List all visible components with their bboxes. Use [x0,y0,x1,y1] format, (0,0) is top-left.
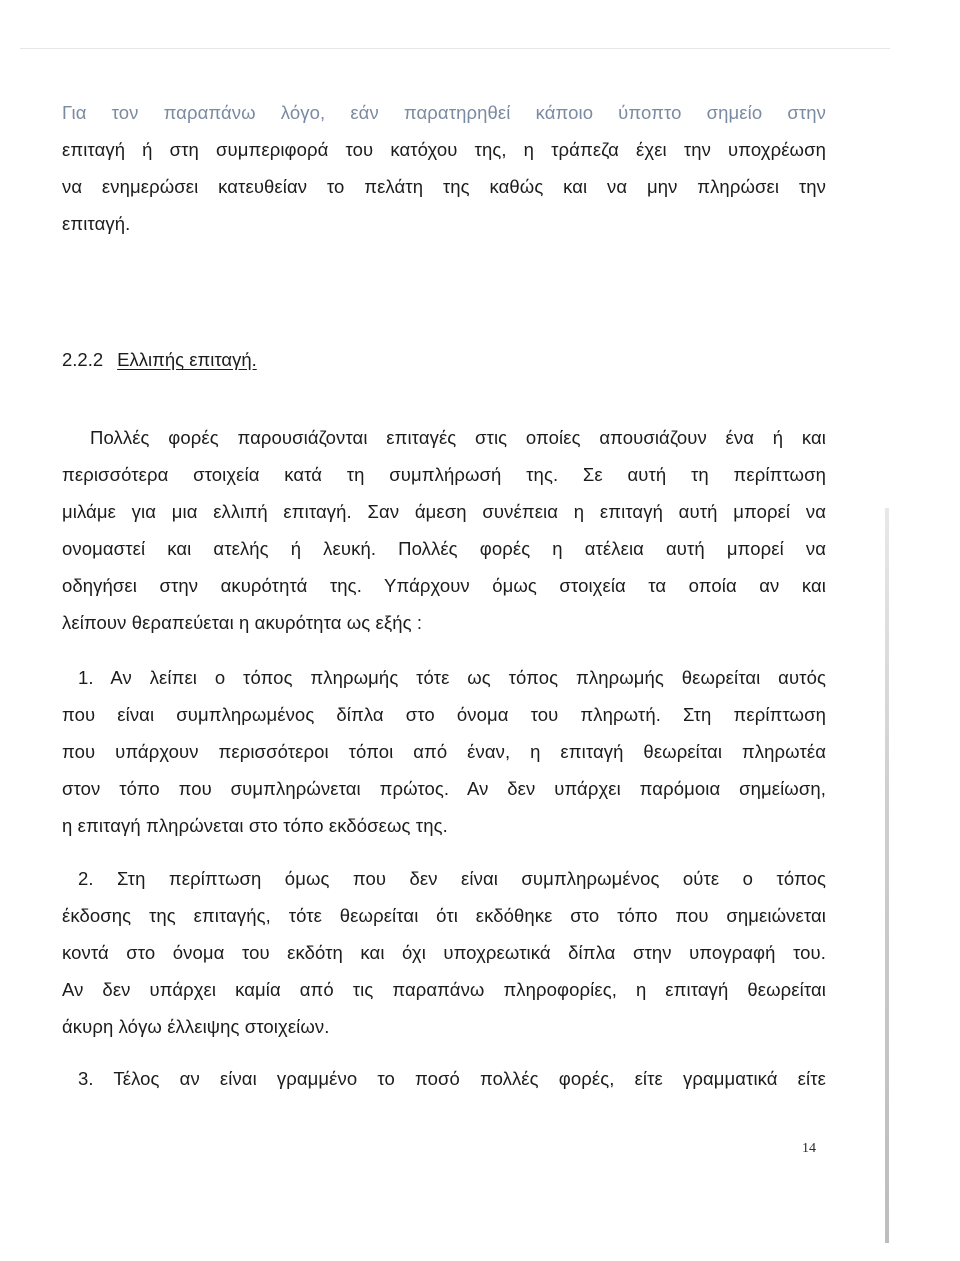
text-line: ονομαστεί και ατελής ή λευκή. Πολλές φορές η ατέλεια αυτή μπορεί να [62,538,826,559]
text-line: έκδοσης της επιταγής, τότε θεωρείται ότι εκδόθηκε στο τόπο που σημειώνεται [62,905,826,926]
text-line: που είναι συμπληρωμένος δίπλα στο όνομα του πληρωτή. Στη περίπτωση [62,704,826,725]
text-line: 3. Τέλος αν είναι γραμμένο το ποσό πολλές φορές, είτε γραμματικά είτε [78,1068,826,1089]
text-line: Για τον παραπάνω λόγο, εάν παρατηρηθεί κάποιο ύποπτο σημείο στην [62,102,826,123]
text-line: Πολλές φορές παρουσιάζονται επιταγές στις οποίες απουσιάζουν ένα ή και [90,427,826,448]
list-item [62,1060,826,1097]
text-line: η επιταγή πληρώνεται στο τόπο εκδόσεως της. [62,815,448,836]
section-heading [62,341,257,378]
page-number: 14 [802,1141,816,1156]
text-line: να ενημερώσει κατευθείαν το πελάτη της καθώς και να μην πληρώσει την [62,176,826,197]
text-line: επιταγή ή στη συμπεριφορά του κατόχου της, η τράπεζα έχει την υποχρέωση [62,139,826,160]
text-line: μιλάμε για μια ελλιπή επιταγή. Σαν άμεση συνέπεια η επιταγή αυτή μπορεί να [62,501,826,522]
text-line: 1. Αν λείπει ο τόπος πληρωμής τότε ως τόπος πληρωμής θεωρείται αυτός [78,667,826,688]
text-line: επιταγή. [62,213,131,234]
intro-paragraph [62,94,826,242]
scan-artifact-line [20,48,890,49]
text-line: λείπουν θεραπεύεται η ακυρότητα ως εξής : [62,612,423,633]
text-line: που υπάρχουν περισσότεροι τόποι από έναν, η επιταγή θεωρείται πληρωτέα [62,741,826,762]
text-line: κοντά στο όνομα του εκδότη και όχι υποχρεωτικά δίπλα στην υπογραφή του. [62,942,826,963]
scan-edge-shadow [885,508,889,1243]
text-line: περισσότερα στοιχεία κατά τη συμπλήρωσή της. Σε αυτή τη περίπτωση [62,464,826,485]
section-number: 2.2.2 [62,349,104,370]
text-line: οδηγήσει στην ακυρότητά της. Υπάρχουν όμως στοιχεία τα οποία αν και [62,575,826,596]
body-paragraph [62,419,826,641]
text-line: Αν δεν υπάρχει καμία από τις παραπάνω πληροφορίες, η επιταγή θεωρείται [62,979,826,1000]
text-line: 2. Στη περίπτωση όμως που δεν είναι συμπληρωμένος ούτε ο τόπος [78,868,826,889]
list-item [62,659,826,844]
section-title: Ελλιπής επιταγή. [117,349,257,370]
text-line: άκυρη λόγω έλλειψης στοιχείων. [62,1016,330,1037]
text-line: στον τόπο που συμπληρώνεται πρώτος. Αν δεν υπάρχει παρόμοια σημείωση, [62,778,826,799]
list-item [62,860,826,1045]
